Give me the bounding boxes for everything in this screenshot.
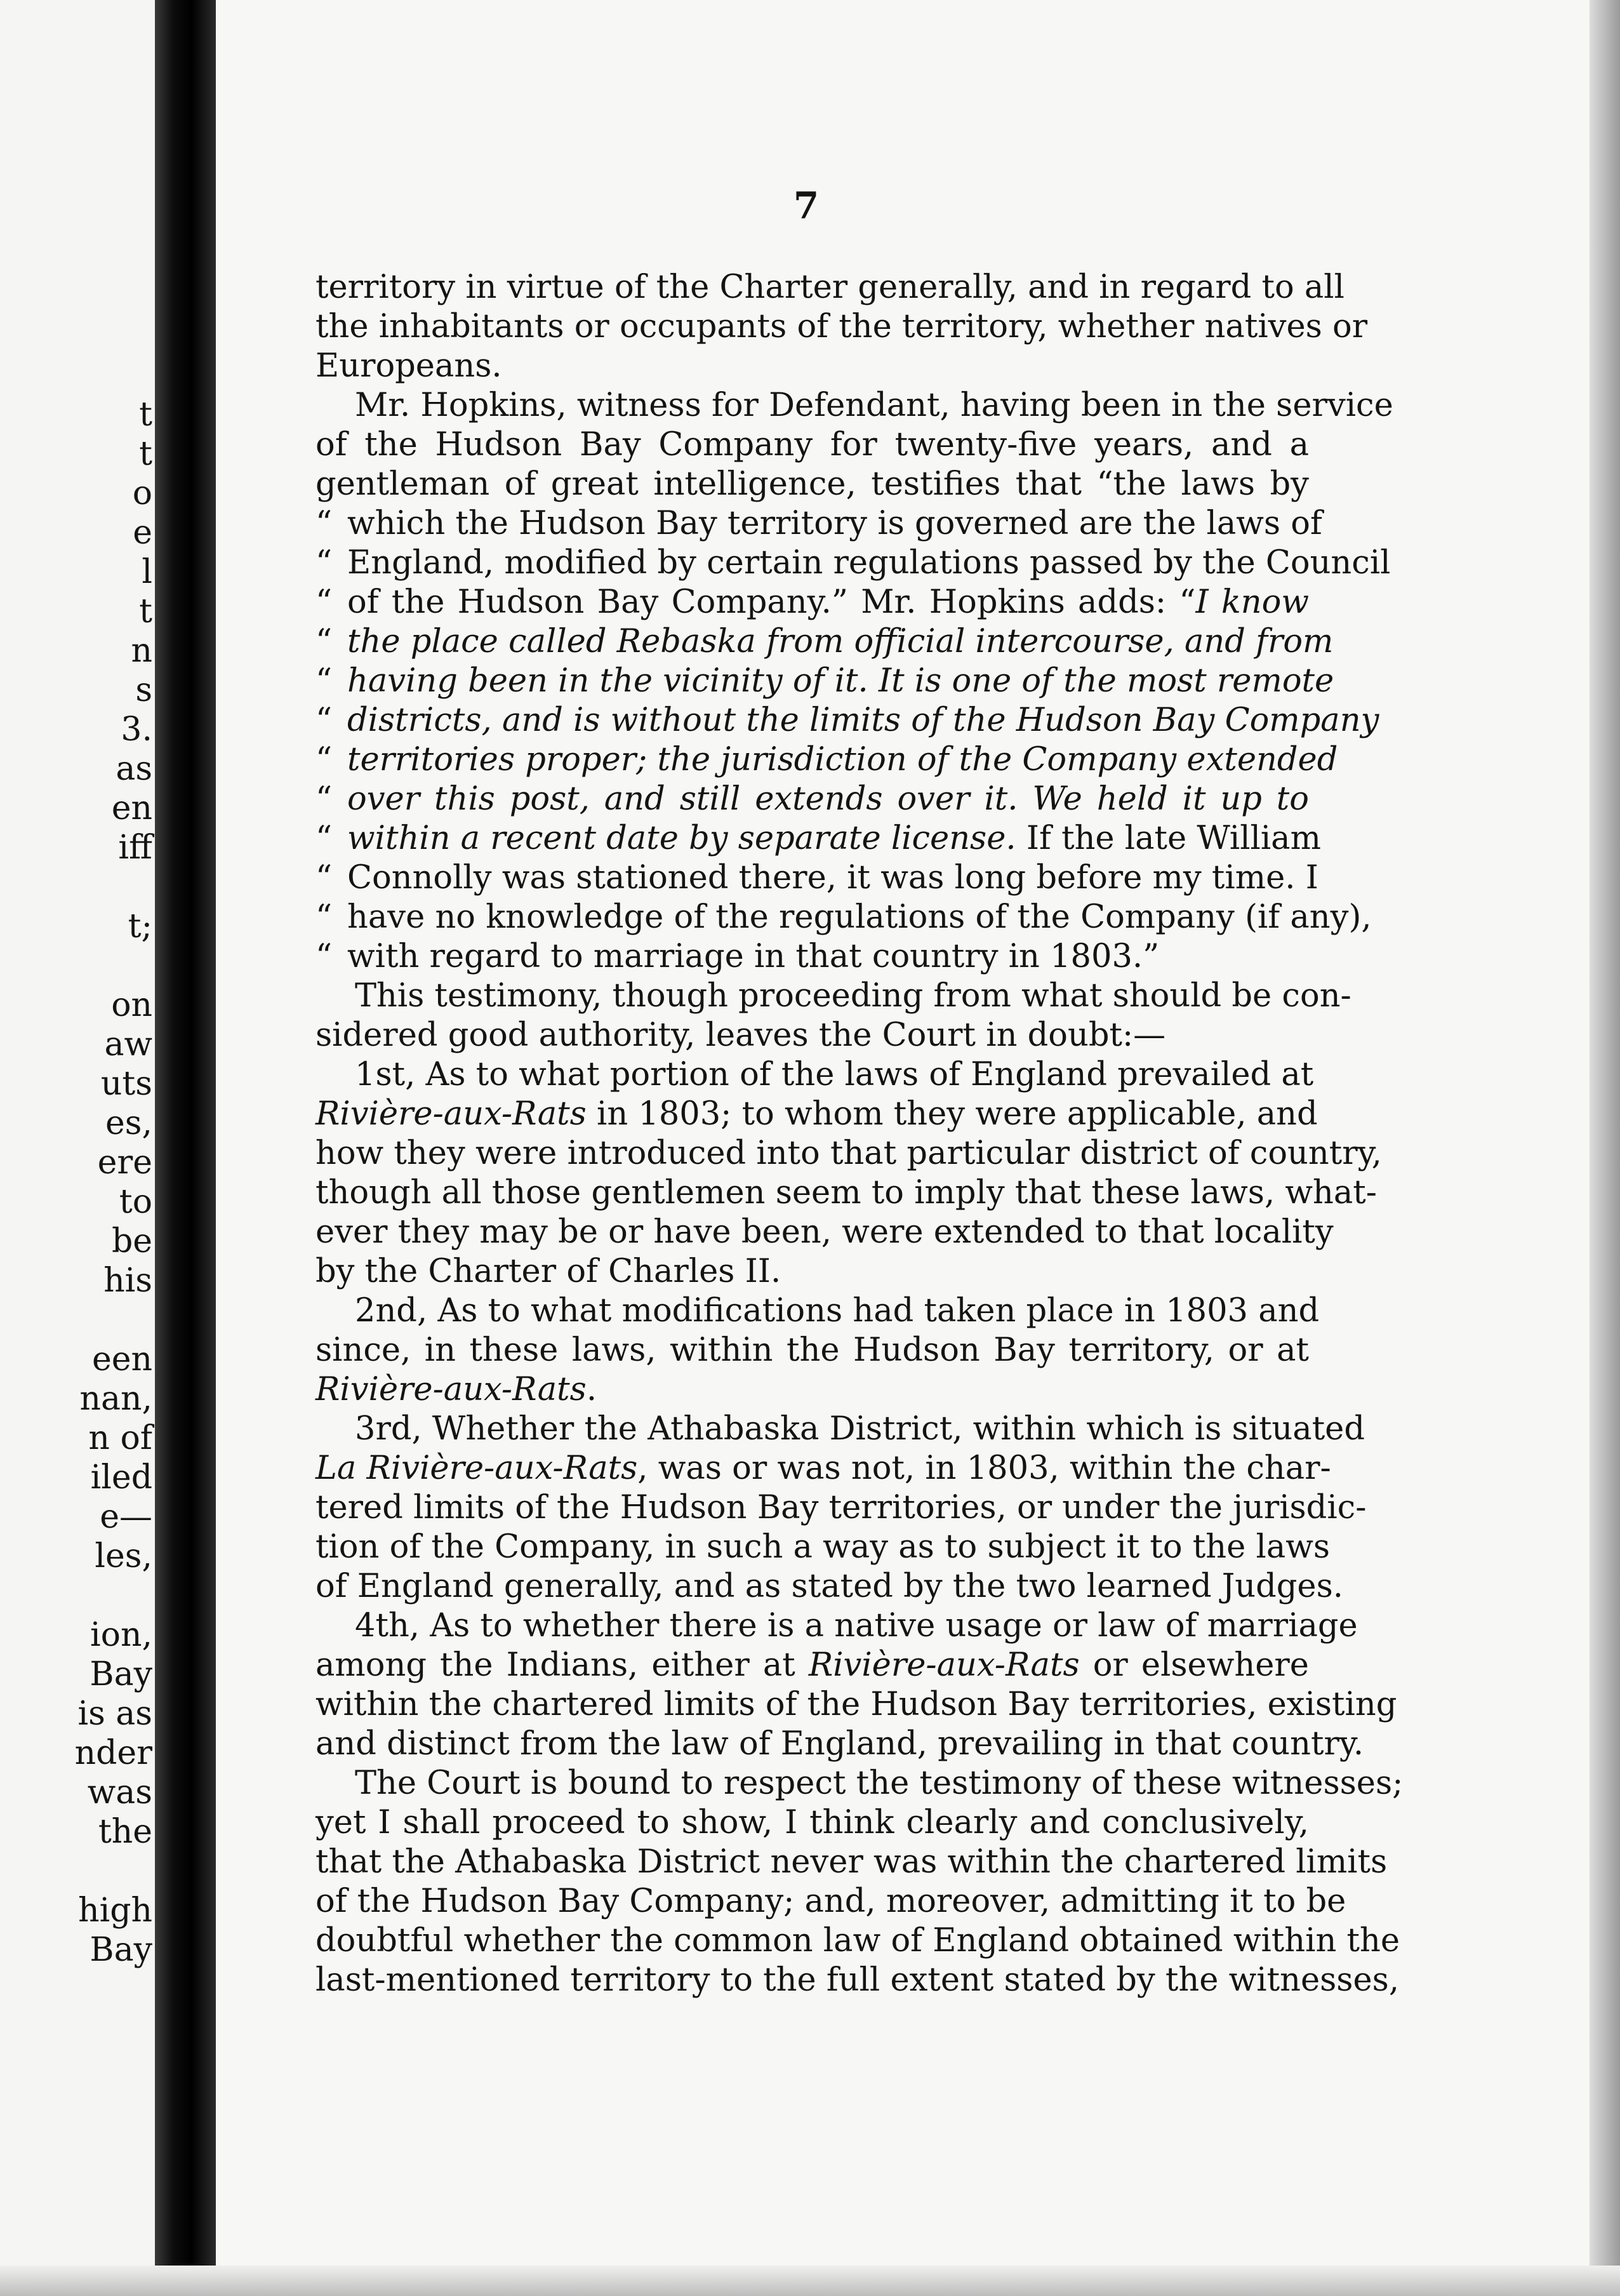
text-line: that the Athabaska District never was within the chartered limits bbox=[315, 1843, 1388, 1881]
left-page-fragment: nder bbox=[74, 1734, 152, 1772]
text-line: within the chartered limits of the Hudson Bay territories, existing bbox=[315, 1686, 1397, 1723]
left-page-fragment bbox=[3, 356, 152, 395]
text-line: since, in these laws, within the Hudson Bay territory, or at bbox=[315, 1332, 1309, 1369]
left-page-fragment: een bbox=[91, 1340, 152, 1378]
text-line: Rivière-aux-Rats in 1803; to whom they were applicable, and bbox=[315, 1095, 1318, 1133]
paragraph-start-line: Mr. Hopkins, witness for Defendant, having been in the service bbox=[355, 387, 1393, 424]
text-line: among the Indians, either at Rivière-aux-Rats or elsewhere bbox=[315, 1646, 1309, 1684]
left-page-fragment bbox=[3, 1300, 152, 1340]
left-page-fragment: was bbox=[87, 1773, 152, 1812]
left-page-fragment: les, bbox=[95, 1537, 152, 1575]
left-page-fragment: ion, bbox=[90, 1616, 152, 1654]
left-page-fragment: to bbox=[119, 1183, 152, 1221]
left-page-fragment: iff bbox=[118, 829, 152, 867]
left-page-fragment: Bay bbox=[90, 1931, 152, 1969]
left-page-fragment: en bbox=[111, 789, 152, 827]
text-line: tion of the Company, in such a way as to subject it to the laws bbox=[315, 1528, 1331, 1566]
quoted-line: “ England, modified by certain regulations passed by the Council bbox=[315, 544, 1391, 582]
text-line: of the Hudson Bay Company for twenty-five years, and a bbox=[315, 426, 1309, 464]
left-page-fragment: as bbox=[116, 750, 152, 788]
left-page-fragment: t bbox=[139, 435, 152, 473]
right-page-edge bbox=[1590, 0, 1620, 2296]
book-gutter bbox=[155, 0, 216, 2296]
paragraph-start-line: The Court is bound to respect the testimony of these witnesses; bbox=[355, 1765, 1404, 1802]
left-page-fragment: l bbox=[142, 553, 152, 591]
quoted-line: “ Connolly was stationed there, it was long before my time. I bbox=[315, 859, 1318, 897]
left-page-fragment: n of bbox=[88, 1419, 152, 1457]
left-page-fragment: n bbox=[131, 632, 152, 670]
left-page-fragment: the bbox=[98, 1813, 152, 1851]
left-page-edge bbox=[0, 0, 157, 2296]
left-page-fragment: e bbox=[133, 514, 152, 552]
left-page-fragment: his bbox=[103, 1262, 152, 1300]
left-page-fragment bbox=[3, 946, 152, 985]
left-page-fragment: t; bbox=[128, 907, 152, 945]
quoted-line: “ of the Hudson Bay Company.” Mr. Hopkins adds: “I know bbox=[315, 584, 1310, 621]
left-page-fragment: iled bbox=[90, 1458, 152, 1497]
text-line: of the Hudson Bay Company; and, moreover, admitting it to be bbox=[315, 1883, 1346, 1920]
quoted-line: “ having been in the vicinity of it. It is one of the most remote bbox=[315, 662, 1334, 700]
left-page-text-fragments bbox=[3, 356, 152, 1970]
left-page-fragment: be bbox=[111, 1222, 152, 1260]
text-line: tered limits of the Hudson Bay territories, or under the jurisdic- bbox=[315, 1489, 1367, 1526]
text-line: gentleman of great intelligence, testifies that “the laws by bbox=[315, 465, 1309, 503]
text-line: La Rivière-aux-Rats, was or was not, in 1803, within the char- bbox=[315, 1450, 1331, 1487]
left-page-fragment: o bbox=[132, 474, 152, 512]
left-page-fragment: es, bbox=[105, 1104, 152, 1142]
quoted-line: “ the place called Rebaska from official intercourse, and from bbox=[315, 623, 1334, 660]
left-page-fragment: nan, bbox=[79, 1380, 152, 1418]
quoted-line: “ have no knowledge of the regulations of the Company (if any), bbox=[315, 898, 1372, 936]
text-line: though all those gentlemen seem to imply that these laws, what- bbox=[315, 1174, 1378, 1211]
scan-bottom-edge bbox=[0, 2266, 1620, 2296]
paragraph-start-line: 3rd, Whether the Athabaska District, within which is situated bbox=[355, 1410, 1365, 1448]
text-line: Europeans. bbox=[315, 347, 502, 385]
paragraph-start-line: 4th, As to whether there is a native usage or law of marriage bbox=[355, 1607, 1358, 1645]
text-line: last-mentioned territory to the full extent stated by the witnesses, bbox=[315, 1961, 1400, 1999]
left-page-fragment: on bbox=[111, 986, 152, 1024]
text-line: yet I shall proceed to show, I think clearly and conclusively, bbox=[315, 1804, 1309, 1841]
left-page-fragment: s bbox=[135, 671, 152, 709]
page-number: 7 bbox=[793, 184, 820, 227]
left-page-fragment: t bbox=[139, 592, 152, 631]
quoted-line: “ districts, and is without the limits of the Hudson Bay Company bbox=[315, 702, 1379, 739]
text-line: how they were introduced into that particular district of country, bbox=[315, 1135, 1382, 1172]
quoted-line: “ within a recent date by separate license. If the late William bbox=[315, 820, 1321, 857]
text-line: of England generally, and as stated by the two learned Judges. bbox=[315, 1568, 1343, 1605]
text-line: the inhabitants or occupants of the territory, whether natives or bbox=[315, 308, 1368, 345]
left-page-fragment bbox=[3, 1852, 152, 1891]
paragraph-start-line: 2nd, As to what modifications had taken place in 1803 and bbox=[355, 1292, 1320, 1330]
paragraph-start-line: 1st, As to what portion of the laws of England prevailed at bbox=[355, 1056, 1314, 1093]
left-page-fragment: uts bbox=[100, 1065, 152, 1103]
left-page-fragment: 3. bbox=[121, 711, 152, 749]
left-page-fragment bbox=[3, 1576, 152, 1615]
text-line: Rivière-aux-Rats. bbox=[315, 1371, 597, 1408]
left-page-fragment: aw bbox=[104, 1025, 152, 1064]
left-page-fragment: t bbox=[139, 396, 152, 434]
left-page-fragment: e— bbox=[100, 1498, 152, 1536]
text-line: and distinct from the law of England, prevailing in that country. bbox=[315, 1725, 1364, 1763]
text-line: territory in virtue of the Charter generally, and in regard to all bbox=[315, 269, 1344, 306]
left-page-fragment bbox=[3, 867, 152, 907]
quoted-line: “ over this post, and still extends over it. We held it up to bbox=[315, 780, 1309, 818]
left-page-fragment: high bbox=[78, 1892, 152, 1930]
text-line: sidered good authority, leaves the Court in doubt:— bbox=[315, 1017, 1166, 1054]
quoted-line: “ territories proper; the jurisdiction of the Company extended bbox=[315, 741, 1338, 778]
body-text bbox=[315, 268, 1404, 2000]
left-page-fragment: is as bbox=[77, 1695, 152, 1733]
text-line: ever they may be or have been, were extended to that locality bbox=[315, 1213, 1334, 1251]
left-page-fragment: Bay bbox=[90, 1655, 152, 1693]
text-line: doubtful whether the common law of England obtained within the bbox=[315, 1922, 1400, 1959]
quoted-line: “ with regard to marriage in that country in 1803.” bbox=[315, 938, 1160, 975]
paragraph-start-line: This testimony, though proceeding from what should be con- bbox=[355, 977, 1351, 1015]
left-page-fragment: ere bbox=[97, 1144, 152, 1182]
quoted-line: “ which the Hudson Bay territory is governed are the laws of bbox=[315, 505, 1322, 542]
text-line: by the Charter of Charles II. bbox=[315, 1253, 781, 1290]
